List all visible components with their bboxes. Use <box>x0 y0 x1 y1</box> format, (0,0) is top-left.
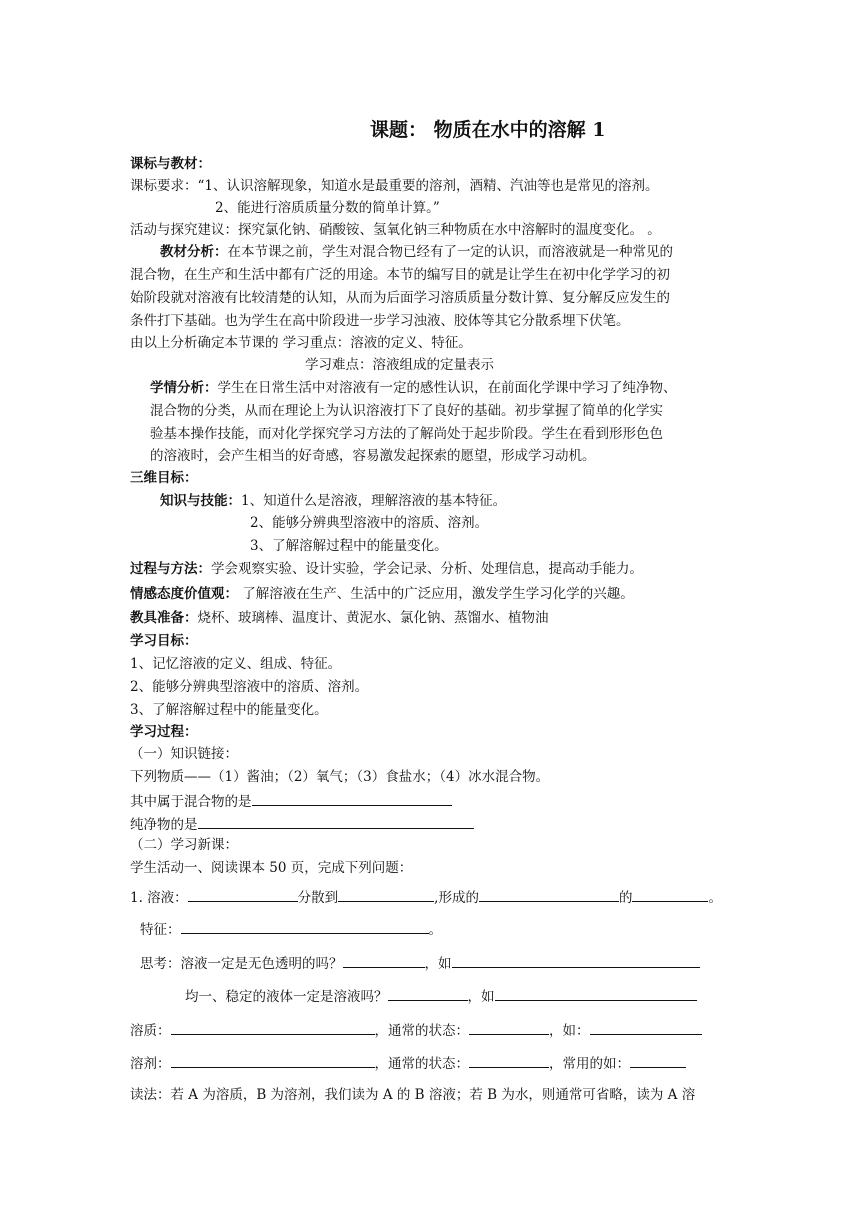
process-method <box>130 560 643 578</box>
example-text: ，如： <box>549 1023 590 1039</box>
solute-question <box>130 1020 702 1040</box>
textbook-analysis-line-3: 始阶段就对溶液有比较清楚的认知，从而为后面学习溶质质量分数计算、复分解反应发生的 <box>130 290 670 306</box>
textbook-analysis-line-2: 混合物，在生产和生活中都有广泛的用途。本节的编写目的就是让学生在初中化学学习的初 <box>130 267 670 283</box>
learning-goal-1: 1、记忆溶液的定义、组成、特征。 <box>130 656 342 672</box>
knowledge-skill-3: 3、了解溶解过程中的能量变化。 <box>250 538 448 554</box>
knowledge-skill-line-1 <box>160 492 506 510</box>
solvent-example-blank[interactable] <box>630 1053 686 1068</box>
knowledge-link-heading: （一）知识链接： <box>130 746 238 762</box>
substance-list: 下列物质——（1）酱油；（2）氧气；（3）食盐水；（4）冰水混合物。 <box>130 769 550 785</box>
solution-blank-3[interactable] <box>479 887 619 902</box>
solution-blank-2[interactable] <box>338 887 434 902</box>
section-heading-objectives: 三维目标： <box>130 470 198 486</box>
textbook-analysis-line-4: 条件打下基础。也为学生在高中阶段进一步学习浊液、胶体等其它分散系埋下伏笔。 <box>130 313 630 329</box>
requirement-line-1 <box>130 177 659 195</box>
pure-question <box>130 814 474 834</box>
solute-blank[interactable] <box>171 1020 375 1035</box>
knowledge-skill-1: 1、知道什么是溶液，理解溶液的基本特征。 <box>241 493 507 509</box>
section-heading-learning-process: 学习过程： <box>130 724 198 740</box>
textbook-analysis-line-1 <box>160 243 673 261</box>
dispersed-into-text: 分散到 <box>297 890 339 906</box>
textbook-analysis-label: 教材分析： <box>160 244 228 260</box>
emotion-values <box>130 585 634 603</box>
solution-definition-question <box>130 887 722 907</box>
emotion-values-label: 情感态度价值观： <box>130 586 238 602</box>
period: 。 <box>428 922 442 938</box>
new-lesson-heading: （二）学习新课： <box>130 837 238 853</box>
student-analysis-line-3: 验基本操作技能，而对化学探究学习方法的了解尚处于起步阶段。学生在看到形形色色 <box>150 426 663 442</box>
section-heading-learning-goals: 学习目标： <box>130 633 198 649</box>
characteristic-blank[interactable] <box>181 919 429 934</box>
think-example-1-blank[interactable] <box>452 953 700 968</box>
process-method-text: 学会观察实验、设计实验，学会记录、分析、处理信息，提高动手能力。 <box>211 561 643 577</box>
solvent-state-blank[interactable] <box>469 1053 549 1068</box>
knowledge-skill-2: 2、能够分辨典型溶液中的溶质、溶剂。 <box>250 515 489 531</box>
of-text: 的 <box>618 890 633 906</box>
state-text: ，通常的状态： <box>374 1023 469 1039</box>
student-activity-1: 学生活动一、阅读课本 50 页，完成下列问题： <box>130 860 413 876</box>
mixture-question <box>130 791 452 811</box>
knowledge-skill-label: 知识与技能： <box>160 493 241 509</box>
formed-text: ,形成的 <box>434 890 479 906</box>
emotion-values-text: 了解溶液在生产、生活中的广泛应用，激发学生学习化学的兴趣。 <box>238 586 634 602</box>
student-analysis-line-4: 的溶液时，会产生相当的好奇感，容易激发起探索的愿望，形成学习动机。 <box>150 448 596 464</box>
solution-blank-4[interactable] <box>632 887 708 902</box>
lesson-title: 课题： 物质在水中的溶解 1 <box>370 119 606 141</box>
requirement-label: 课标要求： <box>130 178 198 194</box>
common-text: ，常用的如： <box>549 1056 630 1072</box>
learning-goal-2: 2、能够分辨典型溶液中的溶质、溶剂。 <box>130 679 369 695</box>
solution-label: 1. 溶液： <box>130 890 188 906</box>
student-analysis-line-2: 混合物的分类，从而在理论上为认识溶液打下了良好的基础。初步掌握了简单的化学实 <box>150 403 663 419</box>
mixture-answer-blank[interactable] <box>252 791 452 806</box>
example-text: ，如 <box>424 956 452 972</box>
section-heading-curriculum: 课标与教材： <box>130 156 211 172</box>
solvent-question <box>130 1053 686 1073</box>
characteristic-label: 特征： <box>140 922 181 938</box>
requirement-2: 2、能进行溶质质量分数的简单计算。” <box>215 200 440 216</box>
teaching-tools-label: 教具准备： <box>130 610 198 626</box>
mixture-question-text: 其中属于混合物的是 <box>130 794 252 810</box>
example-text: ，如 <box>467 989 495 1005</box>
solvent-blank[interactable] <box>171 1053 375 1068</box>
think-example-2-blank[interactable] <box>495 986 697 1001</box>
textbook-analysis-text-1: 在本节课之前，学生对混合物已经有了一定的认识，而溶液就是一种常见的 <box>227 244 673 260</box>
pure-question-text: 纯净物的是 <box>130 817 198 833</box>
learning-goal-3: 3、了解溶解过程中的能量变化。 <box>130 702 328 718</box>
think-answer-1-blank[interactable] <box>343 953 425 968</box>
solute-state-blank[interactable] <box>469 1020 549 1035</box>
characteristic-question <box>140 919 442 939</box>
student-analysis-label: 学情分析： <box>150 380 218 396</box>
activity-suggestion: 活动与探究建议：探究氯化钠、硝酸铵、氢氧化钠三种物质在水中溶解时的温度变化。 。 <box>130 222 661 238</box>
think-question-2 <box>185 986 697 1006</box>
solute-label: 溶质： <box>130 1023 171 1039</box>
think-question-2-text: 均一、稳定的液体一定是溶液吗？ <box>185 989 388 1005</box>
teaching-tools-text: 烧杯、玻璃棒、温度计、黄泥水、氯化钠、蒸馏水、植物油 <box>197 610 549 626</box>
teaching-tools <box>130 609 549 627</box>
student-analysis-line-1 <box>150 379 677 397</box>
period: 。 <box>708 890 722 906</box>
solvent-label: 溶剂： <box>130 1056 171 1072</box>
think-question-1-text: 思考：溶液一定是无色透明的吗？ <box>140 956 343 972</box>
reading-rule: 读法：若 A 为溶质，B 为溶剂，我们读为 A 的 B 溶液；若 B 为水，则通常可省略，读为 A 溶 <box>130 1087 696 1103</box>
solute-example-blank[interactable] <box>590 1020 702 1035</box>
learning-focus: 由以上分析确定本节课的 学习重点：溶液的定义、特征。 <box>130 335 472 351</box>
learning-difficulty: 学习难点：溶液组成的定量表示 <box>305 357 494 373</box>
state-text: ，通常的状态： <box>374 1056 469 1072</box>
think-question-1 <box>140 953 700 973</box>
student-analysis-text-1: 学生在日常生活中对溶液有一定的感性认识，在前面化学课中学习了纯净物、 <box>217 380 677 396</box>
pure-answer-blank[interactable] <box>198 814 474 829</box>
solution-blank-1[interactable] <box>188 887 298 902</box>
think-answer-2-blank[interactable] <box>388 986 468 1001</box>
requirement-1: “1、认识溶解现象，知道水是最重要的溶剂，酒精、汽油等也是常见的溶剂。 <box>197 178 659 194</box>
process-method-label: 过程与方法： <box>130 561 211 577</box>
